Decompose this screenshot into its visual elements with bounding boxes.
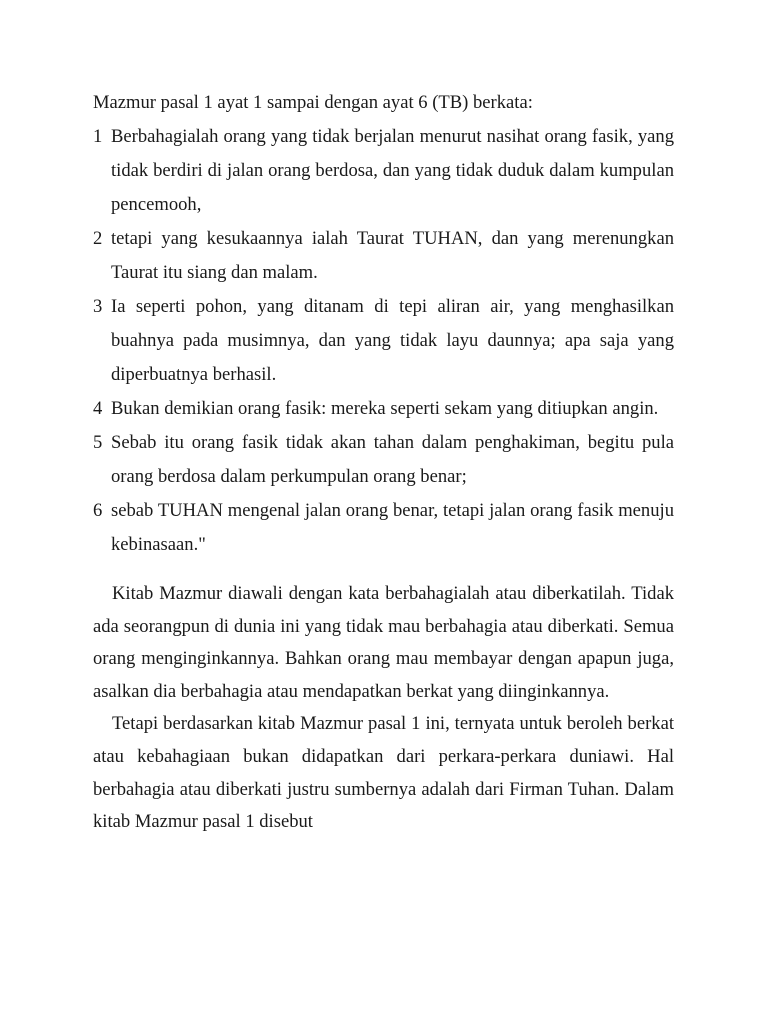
verse-text: Sebab itu orang fasik tidak akan tahan dalam penghakiman, begitu pula orang berdosa dalam perkumpulan orang benar; [111, 432, 674, 487]
body-paragraph: Kitab Mazmur diawali dengan kata berbahagialah atau diberkatilah. Tidak ada seorangpun di dunia ini yang tidak mau berbahagia atau diberkati. Semua orang menginginkannya. Bahkan orang mau membayar dengan apapun juga, asalkan dia berbahagia atau mendapatkan berkat yang diinginkannya. [93, 583, 674, 702]
verse-number: 5 [93, 432, 103, 453]
verse-item [93, 222, 674, 290]
verse-number: 1 [93, 126, 103, 147]
verse-item [93, 426, 674, 494]
intro-line: Mazmur pasal 1 ayat 1 sampai dengan ayat 6 (TB) berkata: [93, 92, 533, 113]
paragraph-spacer [93, 562, 674, 578]
verse-item [93, 494, 674, 562]
verse-list [93, 120, 674, 562]
verse-number: 3 [93, 296, 103, 317]
verse-text: Berbahagialah orang yang tidak berjalan menurut nasihat orang fasik, yang tidak berdiri di jalan orang berdosa, dan yang tidak duduk dalam kumpulan pencemooh, [111, 126, 674, 215]
verse-number: 2 [93, 228, 103, 249]
verse-text: Bukan demikian orang fasik: mereka seperti sekam yang ditiupkan angin. [111, 398, 659, 419]
verse-text: Ia seperti pohon, yang ditanam di tepi aliran air, yang menghasilkan buahnya pada musimnya, dan yang tidak layu daunnya; apa saja yang diperbuatnya berhasil. [111, 296, 674, 385]
verse-text: sebab TUHAN mengenal jalan orang benar, tetapi jalan orang fasik menuju kebinasaan." [111, 500, 674, 555]
verse-item [93, 290, 674, 392]
verse-item [93, 392, 674, 426]
body-paragraph: Tetapi berdasarkan kitab Mazmur pasal 1 ini, ternyata untuk beroleh berkat atau kebahagiaan bukan didapatkan dari perkara-perkara duniawi. Hal berbahagia atau diberkati justru sumbernya adalah dari Firman Tuhan. Dalam kitab Mazmur pasal 1 disebut [93, 713, 674, 833]
verse-number: 4 [93, 398, 103, 419]
verse-number: 6 [93, 500, 103, 521]
verse-text: tetapi yang kesukaannya ialah Taurat TUHAN, dan yang merenungkan Taurat itu siang dan malam. [111, 228, 674, 283]
verse-item [93, 120, 674, 222]
